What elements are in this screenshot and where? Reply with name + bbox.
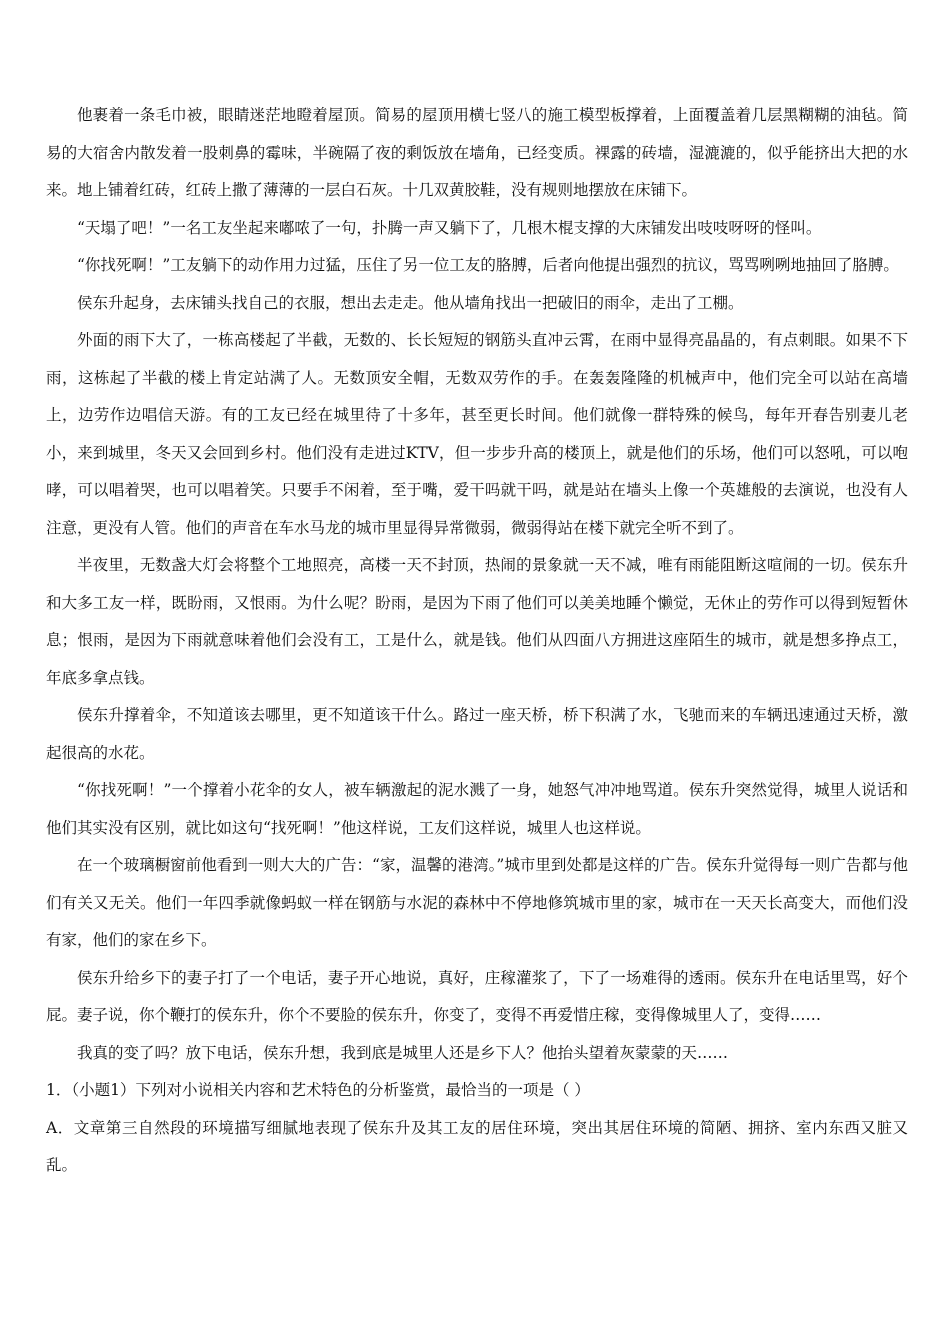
paragraph-1: 他裹着一条毛巾被，眼睛迷茫地瞪着屋顶。简易的屋顶用横七竖八的施工模型板撑着，上面覆盖着几层黑糊糊的油毡。简易的大宿舍内散发着一股刺鼻的霉味，半碗隔了夜的剩饭放在墙角，已经变质。裸露的砖墙，湿漉漉的，似乎能挤出大把的水来。地上铺着红砖，红砖上撒了薄薄的一层白石灰。十几双黄胶鞋，没有规则地摆放在床铺下。 (46, 106, 908, 199)
question-stem: 1．（小题1）下列对小说相关内容和艺术特色的分析鉴赏，最恰当的一项是（ ） (46, 1081, 590, 1099)
paragraph-9: 在一个玻璃橱窗前他看到一则大大的广告：“家，温馨的港湾。”城市里到处都是这样的广告。侯东升觉得每一则广告都与他们有关又无关。他们一年四季就像蚂蚁一样在钢筋与水泥的森林中不停地修筑城市里的家，城市在一天天长高变大，而他们没有家，他们的家在乡下。 (46, 856, 908, 949)
document-page (46, 97, 908, 1185)
paragraph-7: 侯东升撑着伞，不知道该去哪里，更不知道该干什么。路过一座天桥，桥下积满了水，飞驰而来的车辆迅速通过天桥，激起很高的水花。 (46, 706, 908, 762)
question-option-a: A．文章第三自然段的环境描写细腻地表现了侯东升及其工友的居住环境，突出其居住环境的简陋、拥挤、室内东西又脏又乱。 (46, 1118, 908, 1174)
paragraph-6: 半夜里，无数盏大灯会将整个工地照亮，高楼一天不封顶，热闹的景象就一天不减，唯有雨能阻断这喧闹的一切。侯东升和大多工友一样，既盼雨，又恨雨。为什么呢？盼雨，是因为下雨了他们可以美美地睡个懒觉，无休止的劳作可以得到短暂休息；恨雨，是因为下雨就意味着他们会没有工，工是什么，就是钱。他们从四面八方拥进这座陌生的城市，就是想多挣点工，年底多拿点钱。 (46, 556, 908, 687)
paragraph-5: 外面的雨下大了，一栋高楼起了半截，无数的、长长短短的钢筋头直冲云霄，在雨中显得亮晶晶的，有点刺眼。如果不下雨，这栋起了半截的楼上肯定站满了人。无数顶安全帽，无数双劳作的手。在轰轰隆隆的机械声中，他们完全可以站在高墙上，边劳作边唱信天游。有的工友已经在城里待了十多年，甚至更长时间。他们就像一群特殊的候鸟，每年开春告别妻儿老小，来到城里，冬天又会回到乡村。他们没有走进过KTV，但一步步升高的楼顶上，就是他们的乐场，他们可以怒吼，可以咆哮，可以唱着哭，也可以唱着笑。只要手不闲着，至于嘴，爱干吗就干吗，就是站在墙头上像一个英雄般的去演说，也没有人注意，更没有人管。他们的声音在车水马龙的城市里显得异常微弱，微弱得站在楼下就完全听不到了。 (46, 331, 908, 537)
paragraph-8: “你找死啊！”一个撑着小花伞的女人，被车辆激起的泥水溅了一身，她怒气冲冲地骂道。侯东升突然觉得，城里人说话和他们其实没有区别，就比如这句“找死啊！”他这样说，工友们这样说，城里人也这样说。 (46, 781, 908, 837)
paragraph-10: 侯东升给乡下的妻子打了一个电话，妻子开心地说，真好，庄稼灌浆了，下了一场难得的透雨。侯东升在电话里骂，好个屁。妻子说，你个鞭打的侯东升，你个不要脸的侯东升，你变了，变得不再爱惜庄稼，变得像城里人了，变得…… (46, 968, 908, 1024)
paragraph-4: 侯东升起身，去床铺头找自己的衣服，想出去走走。他从墙角找出一把破旧的雨伞，走出了工棚。 (77, 293, 744, 312)
paragraph-11: 我真的变了吗？放下电话，侯东升想，我到底是城里人还是乡下人？他抬头望着灰蒙蒙的天…… (77, 1043, 729, 1062)
paragraph-2: “天塌了吧！”一名工友坐起来嘟哝了一句，扑腾一声又躺下了，几根木棍支撑的大床铺发出吱吱呀呀的怪叫。 (77, 218, 822, 237)
paragraph-3: “你找死啊！”工友躺下的动作用力过猛，压住了另一位工友的胳膊，后者向他提出强烈的抗议，骂骂咧咧地抽回了胳膊。 (77, 256, 899, 274)
